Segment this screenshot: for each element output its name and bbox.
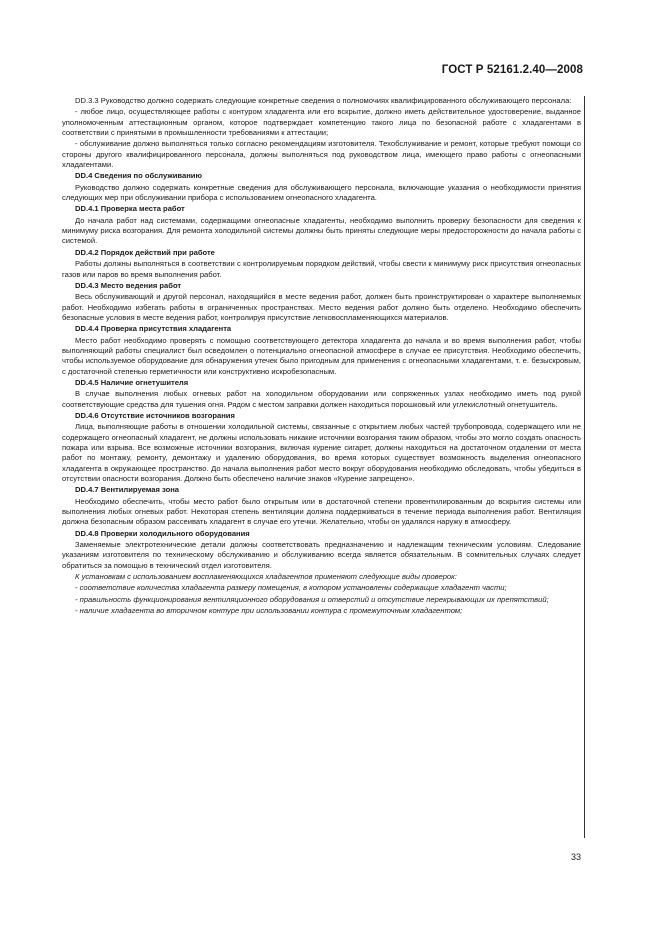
checks-intro: К установкам с использованием воспламеняющихся хладагентов применяют следующие виды проверок: bbox=[75, 572, 457, 582]
section-heading-dd-4-1: DD.4.1 Проверка места работ bbox=[75, 204, 185, 214]
section-heading-dd-4-8: DD.4.8 Проверки холодильного оборудования bbox=[75, 528, 250, 538]
paragraph-dd-4-1: До начала работ над системами, содержащими огнеопасные хладагенты, необходимо выполнить проверку безопасности для сведения к минимуму риска возгорания. Для ремонта холодильной системы должны быть приняты следующие меры предосторожности до начала работы с системой. bbox=[62, 215, 581, 246]
standard-designation: ГОСТ Р 52161.2.40—2008 bbox=[441, 64, 583, 76]
paragraph-dd-4: Руководство должно содержать конкретные сведения для обслуживающего персонала, включающие указания о необходимости принятия следующих мер при обслуживании прибора с использованием огнеопасного хладагента. bbox=[62, 182, 581, 203]
check-item-quantity: - соответствие количества хладагента размеру помещения, в котором установлены содержащие хладагент части; bbox=[75, 583, 507, 593]
section-heading-dd-4-7: DD.4.7 Вентилируемая зона bbox=[75, 485, 180, 495]
list-item-certificate: - любое лицо, осуществляющее работы с контуром хладагента или его вскрытие, должно иметь действительное удостоверение, выданное уполномоченным аттестационным органом, которое подтверждает компетенцию такого лица по безопасной работе с хладагентами в соответствии с принятыми в промышленности требованиями к аттестации; bbox=[62, 107, 581, 138]
paragraph-dd-4-3: Весь обслуживающий и другой персонал, находящийся в месте ведения работ, должен быть проинструктирован о характере выполняемых работ. Необходимо избегать работы в ограниченных пространствах. Место ведения работ должно быть отделено. Необходимо обеспечить безопасные условия в месте ведения работ, контролируя присутствие легковоспламеняющихся материалов. bbox=[62, 292, 581, 322]
section-heading-dd-4-5: DD.4.5 Наличие огнетушителя bbox=[75, 377, 189, 387]
check-item-ventilation: - правильность функционирования вентиляционного оборудования и отверстий и отсутствие перекрывающих их препятствий; bbox=[75, 594, 549, 604]
check-item-secondary-circuit: - наличие хладагента во вторичном контуре при использовании контура с промежуточным хладагентом; bbox=[75, 606, 463, 616]
paragraph-dd-4-2: Работы должны выполняться в соответствии с контролируемым порядком действий, чтобы свести к минимуму риск присутствия огнеопасных газов или паров во время выполнения работ. bbox=[62, 259, 581, 279]
page-number: 33 bbox=[570, 852, 581, 862]
change-bar bbox=[584, 96, 585, 838]
list-item-maintenance: - обслуживание должно выполняться только согласно рекомендациям изготовителя. Техобслуживание и ремонт, которые требуют помощи со стороны другого квалифицированного персонала, должны выполняться под руководством лица, имеющего право работы с огнеопасными хладагентами. bbox=[62, 139, 581, 170]
paragraph-dd-4-6: Лица, выполняющие работы в отношении холодильной системы, связанные с открытием любых частей трубопровода, содержащего или не содержащего огнеопасный хладагент, не должны использовать никакие источники возгорания таким образом, чтобы это могло создать опасность пожара или взрыва. Все возможные источники возгорания, включая курение сигарет, должны находиться на достаточном отдалении от места работ по монтажу, ремонту, демонтажу и удалению оборудования, во время которых существует возможность выделения огнеопасного хладагента в окружающее пространство. До начала выполнения работ место вокруг оборудования необходимо обследовать, чтобы убедиться в отсутствии опасности возгорания. Должно быть обеспечено наличие знаков «Курение запрещено». bbox=[62, 422, 581, 484]
section-heading-dd-4-4: DD.4.4 Проверка присутствия хладагента bbox=[75, 324, 232, 334]
paragraph-dd-4-7: Необходимо обеспечить, чтобы место работ было открытым или в достаточной степени провентилированным до вскрытия системы или выполнения любых огневых работ. Некоторая степень вентиляции должна поддерживаться в течение периода выполнения работ. Вентиляция должна безопасным образом рассеивать хладагент в случае его утечки. Желательно, чтобы он удалялся наружу в атмосферу. bbox=[62, 496, 581, 527]
section-heading-dd-4-3: DD.4.3 Место ведения работ bbox=[75, 280, 182, 290]
paragraph-dd-3-3: DD.3.3 Руководство должно содержать следующие конкретные сведения о полномочиях квалифицированного обслуживающего персонала: bbox=[75, 96, 572, 105]
section-heading-dd-4: DD.4 Сведения по обслуживанию bbox=[75, 171, 202, 181]
paragraph-dd-4-4: Место работ необходимо проверять с помощью соответствующего детектора хладагента до начала и во время выполнения работ, чтобы выполняющий работы специалист был осведомлен о потенциально огнеопасной атмосфере в случае ее присутствия. Необходимо обеспечить, чтобы используемое оборудование для обнаружения утечек было пригодным для применения с огнеопасными хладагентами, т. е. безыскровым, с достаточной степенью герметичности или конструктивно искробезопасным. bbox=[62, 335, 581, 376]
section-heading-dd-4-2: DD.4.2 Порядок действий при работе bbox=[75, 247, 215, 257]
section-heading-dd-4-6: DD.4.6 Отсутствие источников возгорания bbox=[75, 410, 235, 420]
paragraph-dd-4-8: Заменяемые электротехнические детали должны соответствовать предназначению и надлежащим техническим условиям. Следование указаниям изготовителя по техническому обслуживанию и обслуживанию всегда является обязательным. В сомнительных случаях следует обратиться за помощью в технический отдел изготовителя. bbox=[62, 540, 581, 570]
paragraph-dd-4-5: В случае выполнения любых огневых работ на холодильном оборудовании или сопряженных узлах необходимо иметь под рукой соответствующие средства для тушения огня. Рядом с местом заправки должен находиться порошковый или углекислотный огнетушитель. bbox=[62, 389, 581, 409]
document-body bbox=[62, 96, 581, 617]
